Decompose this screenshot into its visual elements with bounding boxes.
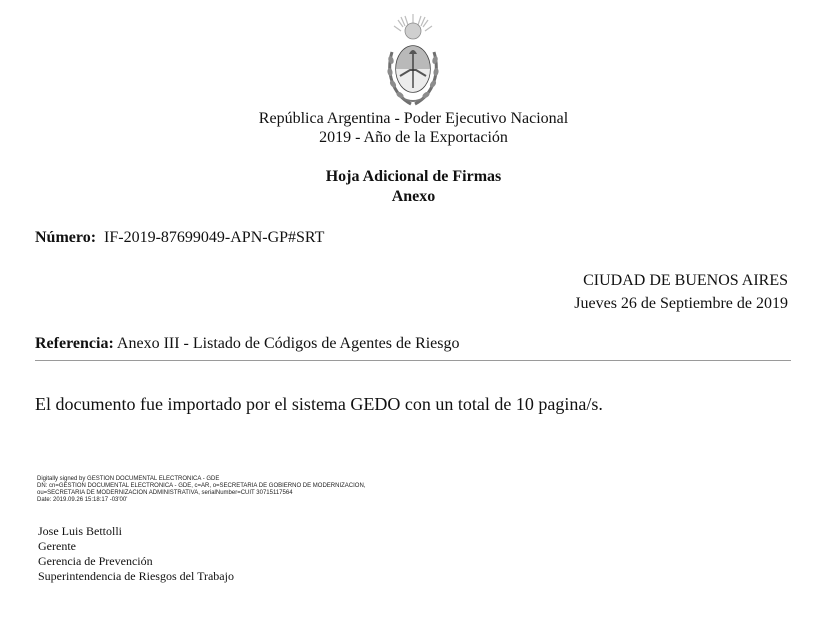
document-date: Jueves 26 de Septiembre de 2019 — [574, 295, 788, 312]
digital-signature-block — [37, 476, 365, 504]
document-number — [35, 228, 324, 248]
reference — [35, 334, 460, 354]
coat-of-arms-icon — [384, 12, 442, 108]
document-number-label: Número: — [35, 229, 97, 246]
document-number-value: IF-2019-87699049-APN-GP#SRT — [104, 229, 325, 246]
digital-signature-line: DN: cn=GESTION DOCUMENTAL ELECTRONICA - GDE, c=AR, o=SECRETARIA DE GOBIERNO DE MODERNIZACION, — [37, 483, 366, 489]
header-line-1: República Argentina - Poder Ejecutivo Nacional — [258, 110, 569, 127]
signer-name: Jose Luis Bettolli — [38, 524, 122, 538]
document-subtitle: Anexo — [391, 188, 436, 205]
location-city: CIUDAD DE BUENOS AIRES — [583, 272, 788, 289]
signer-organization: Superintendencia de Riesgos del Trabajo — [38, 569, 234, 583]
reference-value: Anexo III - Listado de Códigos de Agentes de Riesgo — [116, 335, 460, 352]
reference-label: Referencia: — [35, 335, 114, 352]
divider — [35, 360, 791, 361]
digital-signature-line: ou=SECRETARIA DE MODERNIZACION ADMINISTRATIVA, serialNumber=CUIT 30715117564 — [37, 490, 293, 496]
body-text: El documento fue importado por el sistema GEDO con un total de 10 pagina/s. — [35, 394, 603, 414]
header-line-2: 2019 - Año de la Exportación — [319, 129, 508, 146]
signer-department: Gerencia de Prevención — [38, 554, 153, 568]
signer-block — [38, 524, 234, 584]
digital-signature-line: Date: 2019.09.26 15:18:17 -03'00' — [37, 497, 128, 503]
document-title: Hoja Adicional de Firmas — [325, 168, 502, 185]
signer-position: Gerente — [38, 539, 76, 553]
digital-signature-line: Digitally signed by GESTION DOCUMENTAL ELECTRONICA - GDE — [37, 476, 220, 482]
